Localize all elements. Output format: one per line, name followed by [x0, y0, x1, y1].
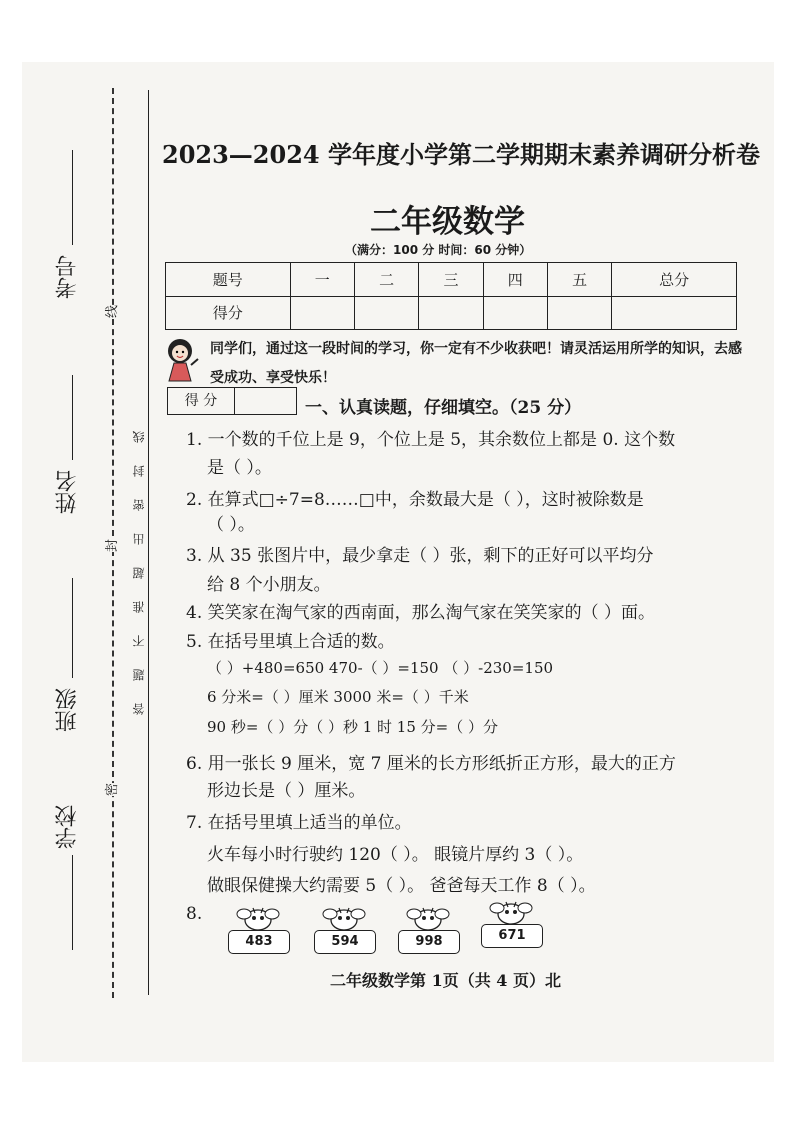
inner-seal-line: [148, 90, 149, 995]
seal-warning-text: 答题不准超出密封线: [132, 409, 146, 715]
seal-char-mi: 密: [101, 783, 120, 796]
question-8: 8.: [186, 904, 203, 924]
score-header-cell: 二: [354, 263, 418, 297]
question-3-line-2: 给 8 个小朋友。: [207, 575, 331, 595]
question-7-row-1: 火车每小时行驶约 120（ ）。 眼镜片厚约 3（ ）。: [207, 845, 584, 865]
question-1-line-2: 是（ ）。: [207, 458, 272, 478]
bee-card: [398, 904, 462, 954]
score-cell[interactable]: [354, 296, 418, 330]
class-line: [72, 578, 73, 678]
score-header-cell: 四: [483, 263, 547, 297]
bee-card: [314, 904, 378, 954]
question-6-line-2: 形边长是（ ）厘米。: [207, 781, 366, 801]
name-label: 姓名: [55, 470, 80, 514]
question-3-line-1: 3. 从 35 张图片中，最少拿走（ ）张，剩下的正好可以平均分: [186, 546, 654, 566]
section-score-blank[interactable]: [235, 388, 296, 414]
score-header-cell: 题号: [166, 263, 291, 297]
score-header-cell: 总分: [612, 263, 737, 297]
question-1-line-1: 1. 一个数的千位上是 9，个位上是 5，其余数位上都是 0. 这个数: [186, 430, 676, 450]
score-header-cell: 五: [547, 263, 611, 297]
question-5: 5. 在括号里填上合适的数。: [186, 632, 395, 652]
exam-meta: （满分：100 分 时间：60 分钟）: [345, 243, 532, 257]
class-label: 班级: [55, 688, 80, 732]
score-cell[interactable]: [612, 296, 737, 330]
bee-icon: [228, 904, 288, 932]
section-heading: 一、认真读题，仔细填空。（25 分）: [305, 398, 582, 418]
score-row-label: 得分: [166, 296, 291, 330]
question-5-row-3: 90 秒=（ ）分（ ）秒 1 时 15 分=（ ）分: [207, 718, 498, 736]
bee-card: [228, 904, 292, 954]
bee-number: 998: [398, 930, 460, 954]
bee-number: 594: [314, 930, 376, 954]
question-5-row-2: 6 分米=（ ）厘米 3000 米=（ ）千米: [207, 688, 469, 706]
girl-mascot-icon: [160, 335, 202, 383]
name-line: [72, 375, 73, 460]
question-7-row-2: 做眼保健操大约需要 5（ ）。 爸爸每天工作 8（ ）。: [207, 876, 596, 896]
seal-char-feng: 封: [101, 539, 120, 552]
question-2-line-2: （ ）。: [207, 515, 255, 535]
bee-number: 483: [228, 930, 290, 954]
page-footer: 二年级数学第 1页（共 4 页）北: [330, 971, 561, 990]
section-score-label: 得 分: [168, 388, 235, 414]
question-4: 4. 笑笑家在淘气家的西南面，那么淘气家在笑笑家的（ ）面。: [186, 603, 656, 623]
school-line: [72, 855, 73, 950]
section-score-box: [167, 387, 297, 415]
bee-icon: [481, 898, 541, 926]
score-header-cell: 一: [290, 263, 354, 297]
exam-subtitle: 二年级数学: [370, 204, 525, 240]
bee-card: [481, 898, 545, 948]
bee-icon: [314, 904, 374, 932]
seal-char-line: 线: [101, 305, 120, 318]
question-7: 7. 在括号里填上适当的单位。: [186, 813, 412, 833]
exam-title: 2023—2024 学年度小学第二学期期末素养调研分析卷: [162, 140, 760, 169]
score-table: [165, 262, 737, 330]
question-2-line-1: 2. 在算式□÷7=8……□中，余数最大是（ ），这时被除数是: [186, 490, 644, 510]
question-6-line-1: 6. 用一张长 9 厘米，宽 7 厘米的长方形纸折正方形，最大的正方: [186, 754, 676, 774]
exam-no-line: [72, 150, 73, 245]
exam-no-label: 考号: [55, 255, 80, 299]
question-5-row-1: （ ）+480=650 470-（ ）=150 （ ）-230=150: [207, 659, 554, 677]
score-cell[interactable]: [419, 296, 483, 330]
score-header-cell: 三: [419, 263, 483, 297]
bee-icon: [398, 904, 458, 932]
score-cell[interactable]: [290, 296, 354, 330]
school-label: 学校: [55, 805, 80, 849]
score-cell[interactable]: [547, 296, 611, 330]
bee-number: 671: [481, 924, 543, 948]
intro-text: 同学们，通过这一段时间的学习，你一定有不少收获吧！请灵活运用所学的知识，去感受成功、享受快乐！: [210, 341, 742, 386]
score-cell[interactable]: [483, 296, 547, 330]
